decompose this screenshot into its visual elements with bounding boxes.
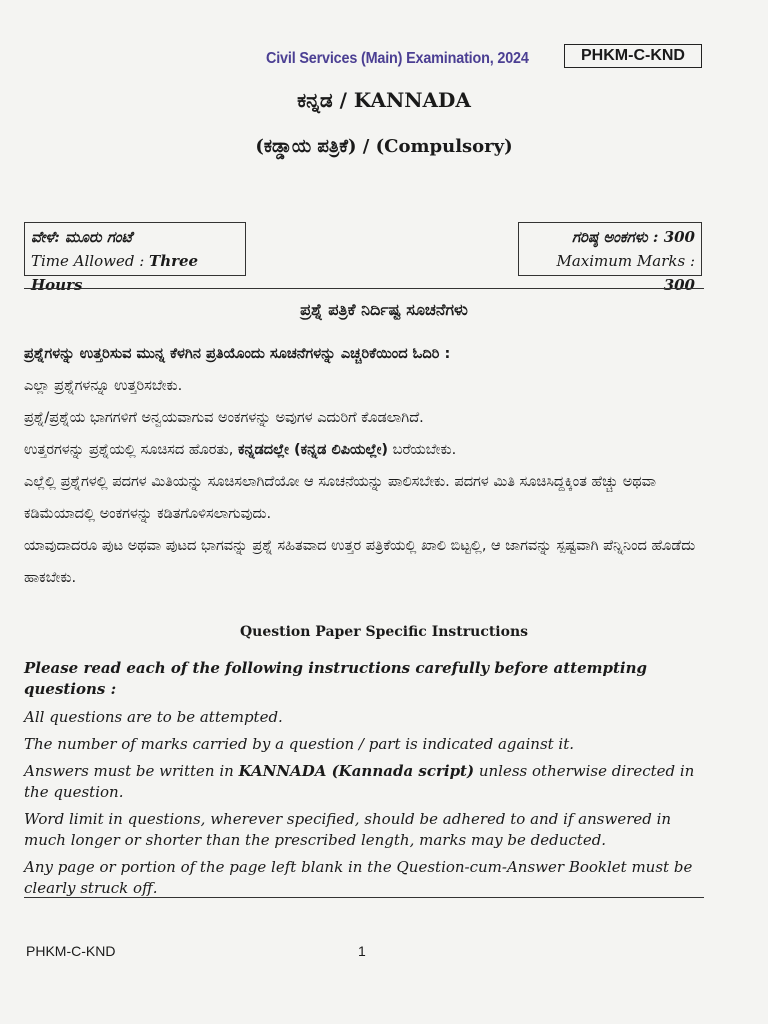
paper-code-box: PHKM-C-KND [564, 44, 702, 68]
time-allowed-label: Time Allowed : [31, 252, 150, 270]
page-number: 1 [358, 943, 366, 959]
exam-stamp: Civil Services (Main) Examination, 2024 [266, 50, 529, 67]
english-instructions-intro: Please read each of the following instructions carefully before attempting questions : [24, 659, 647, 698]
maximum-marks-kannada-value: 300 [663, 228, 695, 246]
time-allowed-value: Three Hours [31, 252, 199, 294]
kannada-instruction-3-pre: ಉತ್ತರಗಳನ್ನು ಪ್ರಶ್ನೆಯಲ್ಲಿ ಸೂಚಿಸದ ಹೊರತು, [24, 442, 238, 458]
time-allowed-kannada: ವೇಳೆ: ಮೂರು ಗಂಟೆ [31, 228, 133, 246]
kannada-instructions-intro: ಪ್ರಶ್ನೆಗಳನ್ನು ಉತ್ತರಿಸುವ ಮುನ್ನ ಕೆಳಗಿನ ಪ್ರತಿಯೊಂದು ಸೂಚನೆಗಳನ್ನು ಎಚ್ಚರಿಕೆಯಿಂದ ಓದಿರಿ : [24, 346, 451, 362]
english-instruction-3 [24, 761, 706, 803]
maximum-marks-box [518, 222, 702, 294]
maximum-marks-english [525, 249, 695, 297]
paper-subtitle: (ಕಡ್ಡಾಯ ಪತ್ರಿಕೆ) / (Compulsory) [255, 136, 513, 157]
english-instruction-5: Any page or portion of the page left blank in the Question-cum-Answer Booklet must be clearly struck off. [24, 858, 693, 897]
maximum-marks-kannada [525, 225, 695, 249]
kannada-instruction-3 [24, 434, 704, 466]
english-instruction-1: All questions are to be attempted. [24, 708, 283, 726]
english-instructions-heading: Question Paper Specific Instructions [239, 624, 529, 640]
time-allowed-box [24, 222, 246, 294]
english-instruction-3-pre: Answers must be written in [24, 762, 239, 780]
english-instructions [24, 658, 706, 905]
maximum-marks-value: 300 [663, 276, 695, 294]
bottom-divider [24, 897, 704, 898]
maximum-marks-kannada-label: ಗರಿಷ್ಠ ಅಂಕಗಳು : [571, 228, 664, 246]
english-instruction-3-bold: KANNADA (Kannada script) [238, 762, 475, 780]
english-instruction-4: Word limit in questions, wherever specified, should be adhered to and if answered in much longer or shorter than the prescribed length, marks may be deducted. [24, 810, 672, 849]
kannada-instruction-2: ಪ್ರಶ್ನೆ/ಪ್ರಶ್ನೆಯ ಭಾಗಗಳಿಗೆ ಅನ್ವಯವಾಗುವ ಅಂಕಗಳನ್ನು ಅವುಗಳ ಎದುರಿಗೆ ಕೊಡಲಾಗಿದೆ. [24, 410, 424, 426]
paper-title: ಕನ್ನಡ / KANNADA [297, 88, 471, 112]
kannada-instruction-3-bold: ಕನ್ನಡದಲ್ಲೇ (ಕನ್ನಡ ಲಿಪಿಯಲ್ಲೇ) [237, 442, 389, 458]
kannada-instruction-3-post: ಬರೆಯಬೇಕು. [388, 442, 457, 458]
top-divider [24, 288, 704, 289]
time-allowed-english [31, 249, 239, 297]
maximum-marks-label: Maximum Marks : [556, 252, 695, 270]
footer-paper-code: PHKM-C-KND [26, 943, 116, 959]
english-instruction-3-post: unless otherwise directed in the question. [24, 762, 695, 801]
kannada-instructions [24, 338, 704, 594]
kannada-instruction-1: ಎಲ್ಲಾ ಪ್ರಶ್ನೆಗಳನ್ನೂ ಉತ್ತರಿಸಬೇಕು. [24, 378, 183, 394]
kannada-instruction-5: ಯಾವುದಾದರೂ ಪುಟ ಅಥವಾ ಪುಟದ ಭಾಗವನ್ನು ಪ್ರಶ್ನೆ ಸಹಿತವಾದ ಉತ್ತರ ಪತ್ರಿಕೆಯಲ್ಲಿ ಖಾಲಿ ಬಿಟ್ಟಲ್ಲಿ, ಆ ಜಾಗವನ್ನು ಸ್ಪಷ್ಟವಾಗಿ ಪೆನ್ನಿನಿಂದ ಹೊಡೆದು ಹಾಕಬೇಕು. [24, 538, 696, 586]
kannada-instructions-heading: ಪ್ರಶ್ನೆ ಪತ್ರಿಕೆ ನಿರ್ದಿಷ್ಟ ಸೂಚನೆಗಳು [300, 300, 468, 319]
english-instruction-2: The number of marks carried by a question / part is indicated against it. [24, 735, 575, 753]
kannada-instruction-4: ಎಲ್ಲೆಲ್ಲಿ ಪ್ರಶ್ನೆಗಳಲ್ಲಿ ಪದಗಳ ಮಿತಿಯನ್ನು ಸೂಚಿಸಲಾಗಿದೆಯೋ ಆ ಸೂಚನೆಯನ್ನು ಪಾಲಿಸಬೇಕು. ಪದಗಳ ಮಿತಿ ಸೂಚಿಸಿದ್ದಕ್ಕಿಂತ ಹೆಚ್ಚು ಅಥವಾ ಕಡಿಮೆಯಾದಲ್ಲಿ ಅಂಕಗಳನ್ನು ಕಡಿತಗೊಳಿಸಲಾಗುವುದು. [24, 474, 657, 522]
